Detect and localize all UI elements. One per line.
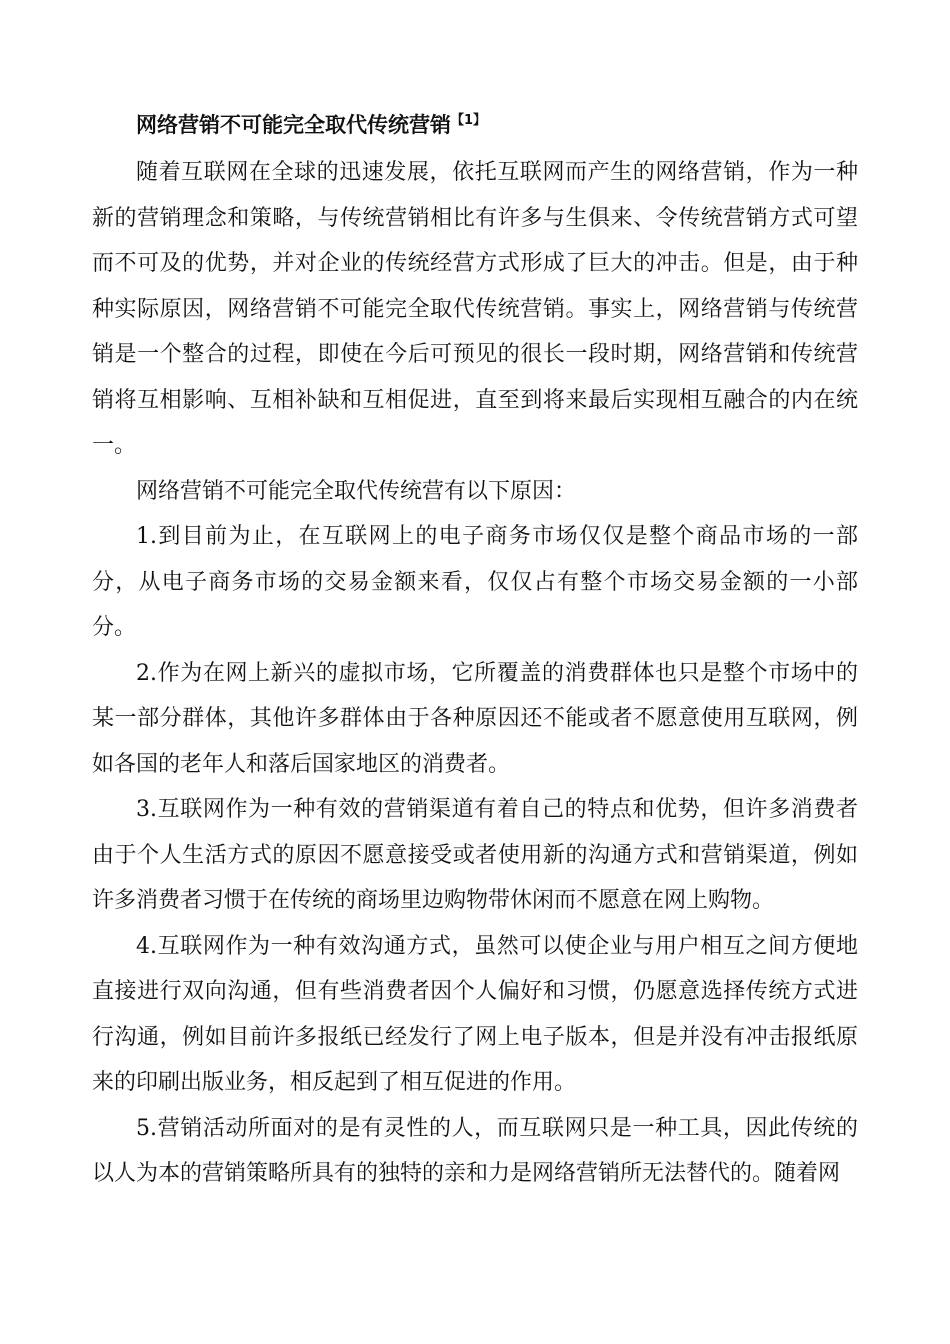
- reason-1-paragraph: 1.到目前为止，在互联网上的电子商务市场仅仅是整个商品市场的一部分，从电子商务市场的交易金额来看，仅仅占有整个市场交易金额的一小部分。: [92, 524, 858, 640]
- reasons-intro-paragraph: 网络营销不可能完全取代传统营有以下原因：: [136, 478, 577, 504]
- citation-ref: 【1】: [451, 113, 487, 128]
- document-body: [92, 100, 858, 1197]
- intro-paragraph: 随着互联网在全球的迅速发展，依托互联网而产生的网络营销，作为一种新的营销理念和策略，与传统营销相比有许多与生俱来、令传统营销方式可望而不可及的优势，并对企业的传统经营方式形成了巨大的冲击。但是，由于种种实际原因，网络营销不可能完全取代传统营销。事实上，网络营销与传统营销是一个整合的过程，即使在今后可预见的很长一段时期，网络营销和传统营销将互相影响、互相补缺和互相促进，直至到将来最后实现相互融合的内在统一。: [92, 160, 858, 458]
- reason-4-paragraph: 4.互联网作为一种有效沟通方式，虽然可以使企业与用户相互之间方便地直接进行双向沟通，但有些消费者因个人偏好和习惯，仍愿意选择传统方式进行沟通，例如目前许多报纸已经发行了网上电子版本，但是并没有冲击报纸原来的印刷出版业务，相反起到了相互促进的作用。: [92, 933, 858, 1095]
- reason-2-paragraph: 2.作为在网上新兴的虚拟市场，它所覆盖的消费群体也只是整个市场中的某一部分群体，其他许多群体由于各种原因还不能或者不愿意使用互联网，例如各国的老年人和落后国家地区的消费者。: [92, 660, 858, 777]
- reason-5-paragraph: 5.营销活动所面对的是有灵性的人，而互联网只是一种工具，因此传统的以人为本的营销策略所具有的独特的亲和力是网络营销所无法替代的。随着网: [92, 1115, 858, 1186]
- heading-text: 网络营销不可能完全取代传统营销: [136, 113, 451, 137]
- reason-3-paragraph: 3.互联网作为一种有效的营销渠道有着自己的特点和优势，但许多消费者由于个人生活方式的原因不愿意接受或者使用新的沟通方式和营销渠道，例如许多消费者习惯于在传统的商场里边购物带休闲而不愿意在网上购物。: [92, 797, 858, 913]
- section-heading: [92, 100, 858, 150]
